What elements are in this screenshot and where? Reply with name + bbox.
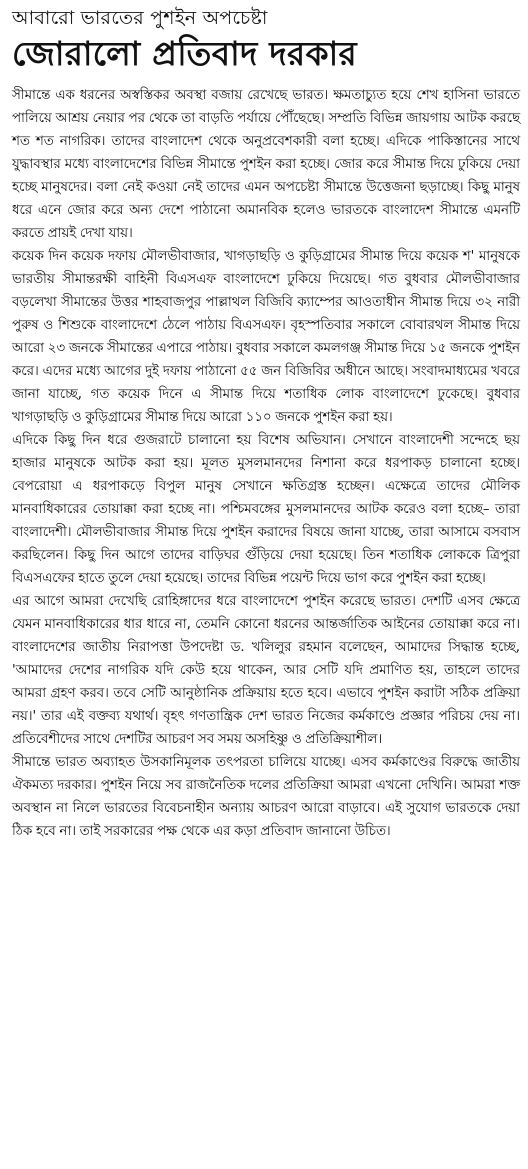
article-paragraph-2: কয়েক দিন কয়েক দফায় মৌলভীবাজার, খাগড়াছড়ি ও কুড়িগ্রামের সীমান্ত দিয়ে কয়েক শ' মানুষকে ভারতীয় সীমান্তরক্ষী বাহিনী বিএসএফ বাংলাদেশে ঢুকিয়ে দিয়েছে। গত বুধবার মৌলভীবাজার বড়লেখা সীমান্তের উত্তর শাহবাজপুর পাল্লাথল বিজিবি ক্যাম্পের আওতাধীন সীমান্ত দিয়ে ৩২ নারী পুরুষ ও শিশুকে বাংলাদেশে ঠেলে পাঠায় বিএসএফ। বৃহস্পতিবার সকালে বোবারথল সীমান্ত দিয়ে আরো ২৩ জনকে সীমান্তের এপারে পাঠায়। বুধবার সকালে কমলগঞ্জ সীমান্ত দিয়ে ১৫ জনকে পুশইন করে। এদের মধ্যে আগের দুই দফায় পাঠানো ৫৫ জন বিজিবির অধীনে আছে। সংবাদমাধ্যমের খবরে জানা যাচ্ছে, গত কয়েক দিনে এ সীমান্ত দিয়ে শতাধিক লোক বাংলাদেশে ঢুকেছে। বুধবার খাগড়াছড়ি ও কুড়িগ্রামের সীমান্ত দিয়ে আরো ১১০ জনকে পুশইন করা হয়। xyxy=(12,249,520,425)
article-paragraph-3: এদিকে কিছু দিন ধরে গুজরাটে চালানো হয় বিশেষ অভিযান। সেখানে বাংলাদেশী সন্দেহে ছয় হাজার মানুষকে আটক করা হয়। মূলত মুসলমানদের নিশানা করে ধরপাকড় চালানো হচ্ছে। বেপরোয়া এ ধরপাকড়ে বিপুল মানুষ সেখানে ক্ষতিগ্রস্ত হচ্ছেন। এক্ষেত্রে তাদের মৌলিক মানবাধিকারের তোয়াক্কা করা হচ্ছে না। পশ্চিমবঙ্গের মুসলমানদের আটক করেও বলা হচ্ছে– তারা বাংলাদেশী। মৌলভীবাজার সীমান্ত দিয়ে পুশইন করাদের বিষয়ে জানা যাচ্ছে, তারা আসামে বসবাস করছিলেন। কিছু দিন আগে তাদের বাড়িঘর গুঁড়িয়ে দেয়া হয়েছে। তিন শতাধিক লোককে ত্রিপুরা বিএসএফের হাতে তুলে দেয়া হয়েছে। তাদের বিভিন্ন পয়েন্ট দিয়ে ভাগ করে পুশইন করা হচ্ছে। xyxy=(12,433,520,586)
article-paragraph-4: এর আগে আমরা দেখেছি রোহিঙ্গাদের ধরে বাংলাদেশে পুশইন করেছে ভারত। দেশটি এসব ক্ষেত্রে যেমন মানবাধিকারের ধার ধারে না, তেমনি কোনো ধরনের আন্তর্জাতিক আইনের তোয়াক্কা করে না। বাংলাদেশের জাতীয় নিরাপত্তা উপদেষ্টা ড. খলিলুর রহমান বলেছেন, আমাদের সিদ্ধান্ত হচ্ছে, 'আমাদের দেশের নাগরিক যদি কেউ হয়ে থাকেন, আর সেটি যদি প্রমাণিত হয়, তাহলে তাদের আমরা গ্রহণ করব। তবে সেটি আনুষ্ঠানিক প্রক্রিয়ায় হতে হবে। এভাবে পুশইন করাটা সঠিক প্রক্রিয়া নয়।' তার এই বক্তব্য যথার্থ। বৃহৎ গণতান্ত্রিক দেশ ভারত নিজের কর্মকাণ্ডে প্রজ্ঞার পরিচয় দেয় না। প্রতিবেশীদের সাথে দেশটির আচরণ সব সময় অসহিষ্ণু ও প্রতিক্রিয়াশীল। xyxy=(12,594,520,747)
article-kicker: আবারো ভারতের পুশইন অপচেষ্টা xyxy=(12,7,268,29)
article-headline: জোরালো প্রতিবাদ দরকার xyxy=(12,34,357,73)
article-paragraph-1: সীমান্তে এক ধরনের অস্বস্তিকর অবস্থা বজায় রেখেছে ভারত। ক্ষমতাচ্যুত হয়ে শেখ হাসিনা ভারতে পালিয়ে আশ্রয় নেয়ার পর থেকে তা বাড়তি পর্যায়ে পৌঁছেছে। সম্প্রতি বিভিন্ন জায়গায় আটক করছে শত শত নাগরিক। তাদের বাংলাদেশ থেকে অনুপ্রবেশকারী বলা হচ্ছে। এদিকে পাকিস্তানের সাথে যুদ্ধাবস্থার মধ্যে বাংলাদেশের বিভিন্ন সীমান্তে পুশইন করা হচ্ছে। জোর করে সীমান্ত দিয়ে ঢুকিয়ে দেয়া হচ্ছে মানুষদের। বলা নেই কওয়া নেই তাদের এমন অপচেষ্টা সীমান্তে উত্তেজনা ছড়াচ্ছে। কিছু মানুষ ধরে এনে জোর করে অন্য দেশে পাঠানো অমানবিক হলেও ভারতকে বাংলাদেশ সীমান্তে এমনটি করতে প্রায়ই দেখা যায়। xyxy=(12,88,520,241)
article-body xyxy=(12,84,520,843)
article-paragraph-5: সীমান্তে ভারত অব্যাহত উসকানিমূলক তৎপরতা চালিয়ে যাচ্ছে। এসব কর্মকাণ্ডের বিরুদ্ধে জাতীয় ঐকমত্য দরকার। পুশইন নিয়ে সব রাজনৈতিক দলের প্রতিক্রিয়া আমরা এখনো দেখিনি। আমরা শক্ত অবস্থান না নিলে ভারতের বিবেচনাহীন অন্যায় আচরণ আরো বাড়াবে। এই সুযোগ ভারতকে দেয়া ঠিক হবে না। তাই সরকারের পক্ষ থেকে এর কড়া প্রতিবাদ জানানো উচিত। xyxy=(12,755,520,839)
